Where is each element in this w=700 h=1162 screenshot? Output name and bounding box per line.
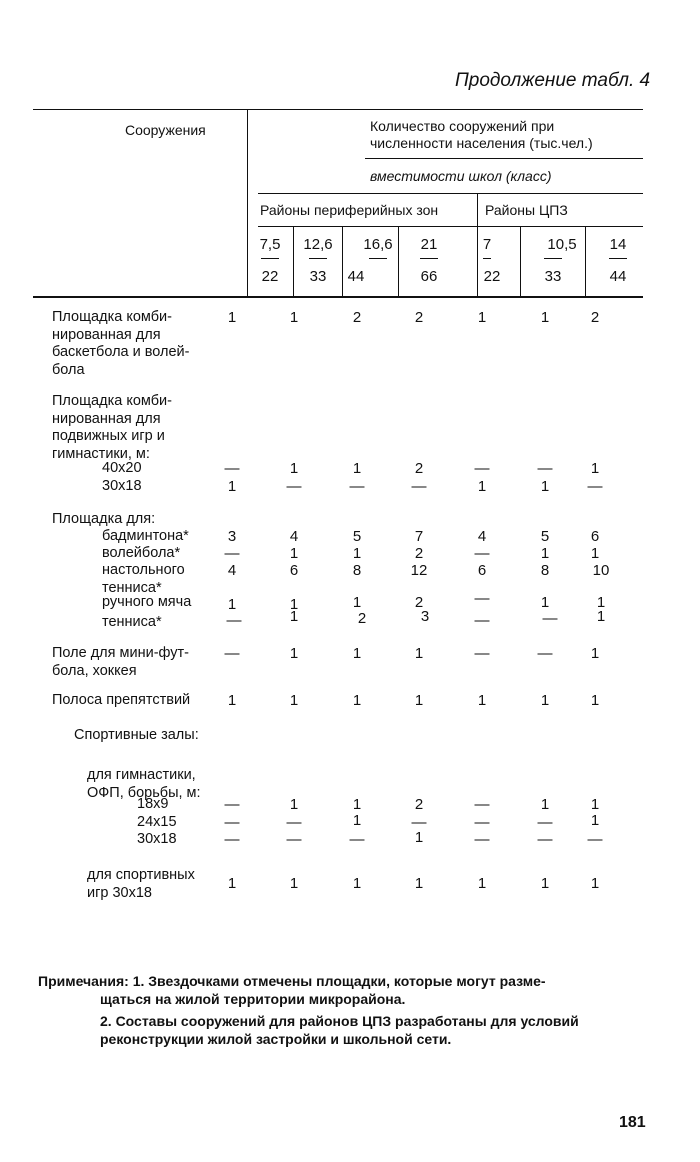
table-cell: 12: [410, 562, 428, 579]
table-cell: 8: [352, 562, 362, 579]
header-rule-1: [365, 158, 643, 159]
fraction-bar: [309, 258, 327, 259]
col-7-classes: 44: [609, 268, 627, 285]
table-cell: —: [474, 796, 490, 813]
table-cell: 1: [227, 692, 237, 709]
table-cell: 1: [352, 645, 362, 662]
table-cell: 2: [414, 309, 424, 326]
table-cell: 1: [540, 545, 550, 562]
row-label-volleyball: волейбола*: [102, 545, 181, 561]
col-3-classes: 44: [347, 268, 365, 285]
table-cell: 1: [590, 460, 600, 477]
table-cell: —: [474, 612, 490, 629]
table-cell: 6: [289, 562, 299, 579]
table-cell: 6: [590, 528, 600, 545]
top-rule: [33, 109, 643, 110]
table-cell: 5: [540, 528, 550, 545]
table-cell: 1: [289, 608, 299, 625]
table-cell: 1: [477, 875, 487, 892]
table-cell: 1: [352, 875, 362, 892]
table-cell: 1: [590, 875, 600, 892]
row-label-sports-games-hall: для спортивных игр 30х18: [87, 867, 195, 901]
table-cell: 3: [227, 528, 237, 545]
table-cell: —: [286, 831, 302, 848]
table-cell: —: [224, 814, 240, 831]
table-cell: —: [411, 814, 427, 831]
table-cell: 2: [414, 796, 424, 813]
table-cell: 6: [477, 562, 487, 579]
header-count-title-2: численности населения (тыс.чел.): [370, 135, 593, 151]
row-label-mini-football: Поле для мини-фут- бола, хоккея: [52, 645, 190, 679]
header-capacity-title: вместимости школ (класс): [370, 168, 552, 184]
table-cell: 1: [352, 692, 362, 709]
table-cell: —: [537, 460, 553, 477]
col-7-population: 14: [609, 236, 627, 253]
row-label-40x20: 40х20: [102, 460, 142, 476]
table-cell: 1: [227, 596, 237, 613]
notes-text-1: 1. Звездочками отмечены площадки, которые могут разме-: [132, 973, 546, 989]
header-group-cpz: Районы ЦПЗ: [485, 202, 568, 218]
table-cell: 1: [227, 309, 237, 326]
page-number: 181: [619, 1114, 646, 1131]
table-cell: 1: [590, 796, 600, 813]
fraction-bar: [609, 258, 627, 259]
col-separator: [293, 227, 294, 296]
table-cell: 7: [414, 528, 424, 545]
table-cell: 1: [414, 645, 424, 662]
table-cell: 5: [352, 528, 362, 545]
table-cell: —: [286, 814, 302, 831]
table-cell: 1: [352, 594, 362, 611]
notes-line-4: реконструкции жилой застройки и школьной сети.: [100, 1031, 452, 1047]
row-label-tennis: тенниса*: [102, 614, 162, 630]
header-rule-2: [258, 193, 643, 194]
row-label-sports-halls: Спортивные залы:: [74, 727, 199, 743]
table-cell: 1: [590, 645, 600, 662]
table-cell: 1: [352, 460, 362, 477]
header-bottom-rule: [33, 296, 643, 298]
header-group-periphery: Районы периферийных зон: [260, 202, 439, 218]
table-cell: —: [224, 796, 240, 813]
row-label-18x9: 18х9: [137, 796, 169, 812]
table-cell: 1: [289, 460, 299, 477]
table-cell: —: [474, 831, 490, 848]
table-cell: 1: [590, 692, 600, 709]
table-cell: 10: [592, 562, 610, 579]
notes-line-2: щаться на жилой территории микрорайона.: [100, 991, 406, 1007]
table-cell: —: [226, 612, 242, 629]
table-cell: 1: [414, 692, 424, 709]
col-2-population: 12,6: [303, 236, 333, 253]
col-3-population: 16,6: [363, 236, 393, 253]
table-cell: —: [224, 831, 240, 848]
col-1-population: 7,5: [259, 236, 281, 253]
table-cell: 1: [540, 309, 550, 326]
col-4-classes: 66: [420, 268, 438, 285]
row-label-courts-for: Площадка для:: [52, 511, 156, 527]
table-cell: —: [474, 545, 490, 562]
table-cell: —: [474, 814, 490, 831]
table-cell: 2: [414, 545, 424, 562]
table-cell: 4: [227, 562, 237, 579]
fraction-bar: [483, 258, 491, 259]
table-cell: 1: [414, 875, 424, 892]
row-label-30x18: 30х18: [102, 478, 142, 494]
table-cell: 1: [477, 309, 487, 326]
column-header-facilities: Сооружения: [125, 122, 206, 138]
col-2-classes: 33: [309, 268, 327, 285]
table-cell: 1: [289, 796, 299, 813]
table-cell: —: [587, 831, 603, 848]
table-cell: —: [224, 460, 240, 477]
col-separator: [520, 227, 521, 296]
table-cell: —: [349, 478, 365, 495]
table-cell: 2: [414, 594, 424, 611]
table-cell: —: [224, 645, 240, 662]
col-1-classes: 22: [261, 268, 279, 285]
notes-lead: Примечания:: [38, 973, 129, 989]
table-cell: —: [286, 478, 302, 495]
col-5-population: 7: [482, 236, 492, 253]
row-label-24x15: 24х15: [137, 814, 177, 830]
row-label-handball: ручного мяча: [102, 594, 192, 610]
notes-line-1: [38, 972, 546, 990]
table-cell: 2: [414, 460, 424, 477]
table-cell: —: [542, 610, 558, 627]
table-cell: 1: [590, 812, 600, 829]
table-cell: 4: [289, 528, 299, 545]
table-cell: 4: [477, 528, 487, 545]
row-label-basketball-court: Площадка комби- нированная для баскетбола и волей- бола: [52, 309, 190, 378]
table-cell: 1: [289, 545, 299, 562]
table-cell: —: [537, 831, 553, 848]
table-cell: 1: [227, 875, 237, 892]
table-cell: 1: [540, 478, 550, 495]
table-cell: —: [411, 478, 427, 495]
fraction-bar: [544, 258, 562, 259]
col-4-population: 21: [420, 236, 438, 253]
table-cell: —: [224, 545, 240, 562]
table-cell: 1: [227, 478, 237, 495]
table-cell: 1: [352, 812, 362, 829]
row-label-gymnastics-halls: для гимнастики, ОФП, борьбы, м:: [87, 767, 201, 801]
table-cell: 2: [357, 610, 367, 627]
table-cell: —: [474, 460, 490, 477]
row-label-table-tennis: настольного тенниса*: [102, 562, 185, 596]
fraction-bar: [261, 258, 279, 259]
table-cell: 1: [352, 545, 362, 562]
table-cell: 1: [414, 829, 424, 846]
notes-line-3: 2. Составы сооружений для районов ЦПЗ разработаны для условий: [100, 1013, 579, 1029]
col-5-classes: 22: [483, 268, 501, 285]
table-cell: 1: [540, 594, 550, 611]
table-cell: 1: [289, 309, 299, 326]
col-separator: [342, 227, 343, 296]
table-caption: Продолжение табл. 4: [455, 70, 651, 91]
table-cell: —: [349, 831, 365, 848]
table-cell: —: [537, 645, 553, 662]
table-cell: 2: [590, 309, 600, 326]
table-cell: 1: [596, 594, 606, 611]
table-cell: 2: [352, 309, 362, 326]
table-cell: 1: [289, 596, 299, 613]
table-cell: 1: [352, 796, 362, 813]
col-separator: [398, 227, 399, 296]
row-label-badminton: бадминтона*: [102, 528, 189, 544]
table-cell: —: [587, 478, 603, 495]
col-6-population: 10,5: [547, 236, 577, 253]
table-cell: 1: [540, 692, 550, 709]
table-cell: 1: [540, 796, 550, 813]
table-cell: —: [474, 590, 490, 607]
row-label-30x18-hall: 30х18: [137, 831, 177, 847]
table-cell: 1: [540, 875, 550, 892]
table-cell: 8: [540, 562, 550, 579]
row-label-obstacle-course: Полоса препятствий: [52, 692, 191, 708]
col-separator: [585, 227, 586, 296]
header-count-title: Количество сооружений при: [370, 118, 555, 134]
table-cell: —: [537, 814, 553, 831]
fraction-bar: [420, 258, 438, 259]
table-cell: 1: [289, 692, 299, 709]
table-cell: 1: [289, 875, 299, 892]
fraction-bar: [369, 258, 387, 259]
col-separator: [247, 110, 248, 296]
row-label-gymnastics-court: Площадка комби- нированная для подвижных игр и гимнастики, м:: [52, 393, 172, 462]
table-cell: 3: [420, 608, 430, 625]
table-cell: 1: [289, 645, 299, 662]
table-cell: 1: [590, 545, 600, 562]
table-cell: 1: [477, 692, 487, 709]
table-cell: —: [474, 645, 490, 662]
table-cell: 1: [477, 478, 487, 495]
col-6-classes: 33: [544, 268, 562, 285]
table-cell: 1: [596, 608, 606, 625]
